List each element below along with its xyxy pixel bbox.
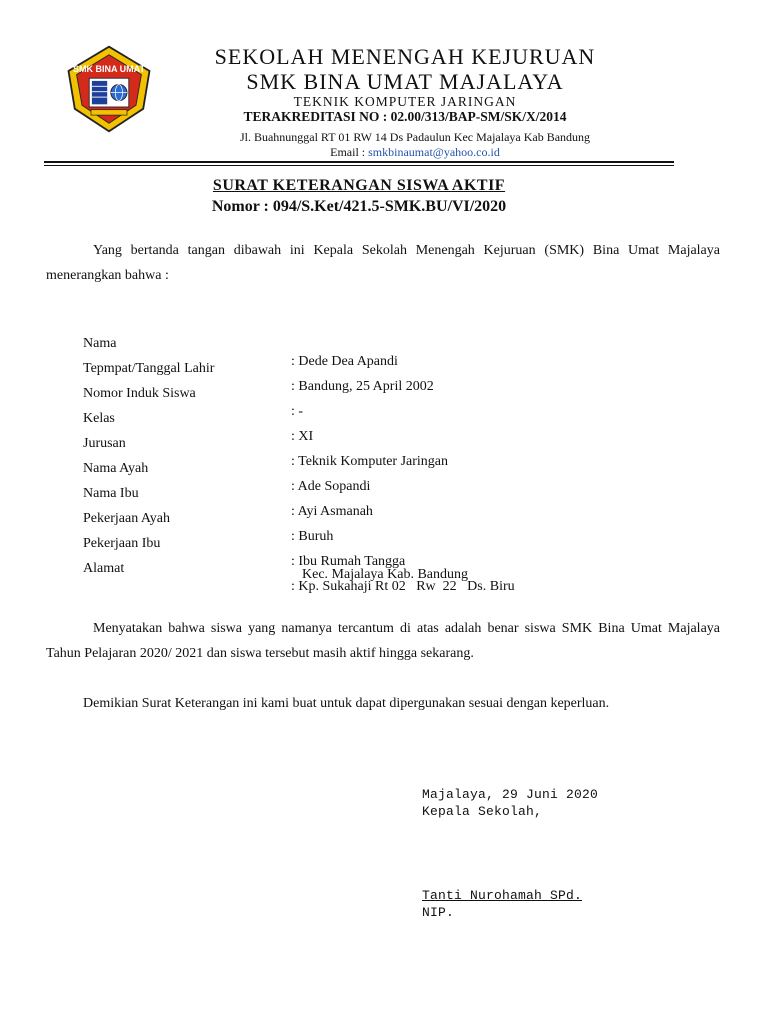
signature-position: Kepala Sekolah, bbox=[422, 804, 543, 819]
field-label: Nama Ibu bbox=[83, 486, 139, 501]
intro-paragraph: Yang bertanda tangan dibawah ini Kepala Sekolah Menengah Kejuruan (SMK) Bina Umat Majalaya menerangkan bahwa : bbox=[46, 243, 720, 283]
signature-name: Tanti Nurohamah SPd. bbox=[422, 888, 583, 903]
field-value: : Teknik Komputer Jaringan bbox=[291, 454, 449, 469]
field-value: : Buruh bbox=[291, 529, 334, 544]
field-label: Tepmpat/Tanggal Lahir bbox=[83, 361, 215, 376]
field-label: Nama Ayah bbox=[83, 461, 149, 476]
school-name-heading: SMK BINA UMAT MAJALAYA bbox=[246, 69, 564, 94]
field-value: : Bandung, 25 April 2002 bbox=[291, 379, 434, 394]
field-label: Nama bbox=[83, 336, 117, 351]
statement-paragraph: Menyatakan bahwa siswa yang namanya tercantum di atas adalah benar siswa SMK Bina Umat Majalaya Tahun Pelajaran 2020/ 2021 dan siswa tersebut masih aktif hingga sekarang. bbox=[46, 621, 720, 661]
field-label: Pekerjaan Ibu bbox=[83, 536, 161, 551]
field-value: : Ade Sopandi bbox=[291, 479, 371, 494]
closing-paragraph: Demikian Surat Keterangan ini kami buat untuk dapat dipergunakan sesuai dengan keperluan. bbox=[83, 696, 610, 711]
field-value: : - bbox=[291, 404, 304, 419]
school-address: Jl. Buahnunggal RT 01 RW 14 Ds Padaulun Kec Majalaya Kab Bandung bbox=[239, 130, 591, 144]
address-continuation: Kec. Majalaya Kab. Bandung bbox=[302, 567, 468, 582]
field-value: : XI bbox=[291, 429, 314, 444]
field-value: : Ibu Rumah Tangga bbox=[291, 554, 406, 569]
field-label: Nomor Induk Siswa bbox=[83, 386, 196, 401]
logo-text: SMK BINA UMAT bbox=[73, 63, 145, 74]
school-logo bbox=[64, 44, 154, 134]
school-type-heading: SEKOLAH MENENGAH KEJURUAN bbox=[214, 44, 596, 69]
school-email bbox=[165, 145, 665, 160]
program-heading: TEKNIK KOMPUTER JARINGAN bbox=[293, 94, 517, 109]
email-label: Email : bbox=[330, 145, 369, 159]
field-value: : Dede Dea Apandi bbox=[291, 354, 398, 369]
letterhead-divider bbox=[44, 161, 674, 163]
letter-number: Nomor : 094/S.Ket/421.5-SMK.BU/VI/2020 bbox=[211, 198, 507, 215]
letterhead-divider-thin bbox=[44, 165, 674, 166]
signature-place-date: Majalaya, 29 Juni 2020 bbox=[422, 787, 599, 802]
email-link[interactable]: smkbinaumat@yahoo.co.id bbox=[368, 145, 500, 159]
field-label: Pekerjaan Ayah bbox=[83, 511, 170, 526]
field-label: Jurusan bbox=[83, 436, 126, 451]
accreditation-heading: TERAKREDITASI NO : 02.00/313/BAP-SM/SK/X/2014 bbox=[243, 109, 567, 124]
letter-title: SURAT KETERANGAN SISWA AKTIF bbox=[212, 177, 506, 194]
field-label: Kelas bbox=[83, 411, 115, 426]
field-value: : Kp. Sukahaji Rt 02 Rw 22 Ds. Biru bbox=[291, 579, 515, 594]
field-value: : Ayi Asmanah bbox=[291, 504, 373, 519]
signature-nip: NIP. bbox=[422, 905, 455, 920]
field-label: Alamat bbox=[83, 561, 125, 576]
